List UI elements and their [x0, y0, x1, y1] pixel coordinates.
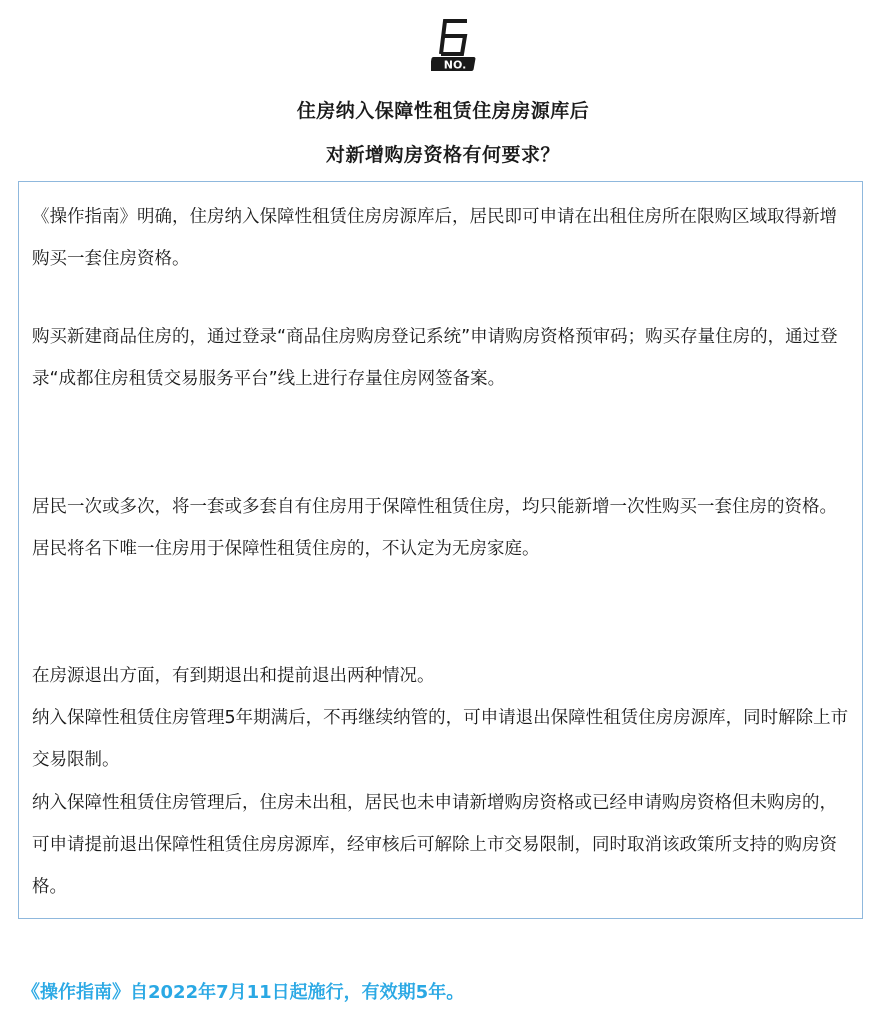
paragraph-1: 《操作指南》明确，住房纳入保障性租赁住房房源库后，居民即可申请在出租住房所在限购区域取得新增购买一套住房资格。	[32, 207, 837, 269]
badge-label: NO.	[443, 58, 467, 72]
paragraph-2: 购买新建商品住房的，通过登录“商品住房购房登记系统”申请购房资格预审码；购买存量住房的，通过登录“成都住房租赁交易服务平台”线上进行存量住房网签备案。	[32, 327, 838, 389]
effective-date-note: 《操作指南》自2022年7月11日起施行，有效期5年。	[22, 982, 465, 1003]
paragraph-5: 纳入保障性租赁住房管理5年期满后，不再继续纳管的，可申请退出保障性租赁住房房源库，同时解除上市交易限制。	[32, 708, 849, 770]
number-badge	[431, 16, 479, 72]
number-six-icon	[431, 16, 479, 72]
page-title-line-1: 住房纳入保障性租赁住房房源库后	[296, 100, 590, 122]
page-title-line-2: 对新增购房资格有何要求？	[325, 144, 560, 166]
content-panel	[18, 181, 863, 919]
paragraph-4: 在房源退出方面，有到期退出和提前退出两种情况。	[32, 666, 435, 686]
paragraph-3: 居民一次或多次，将一套或多套自有住房用于保障性租赁住房，均只能新增一次性购买一套住房的资格。居民将名下唯一住房用于保障性租赁住房的，不认定为无房家庭。	[32, 497, 837, 559]
paragraph-6: 纳入保障性租赁住房管理后，住房未出租，居民也未申请新增购房资格或已经申请购房资格但未购房的，可申请提前退出保障性租赁住房房源库，经审核后可解除上市交易限制，同时取消该政策所支持的购房资格。	[32, 793, 837, 897]
